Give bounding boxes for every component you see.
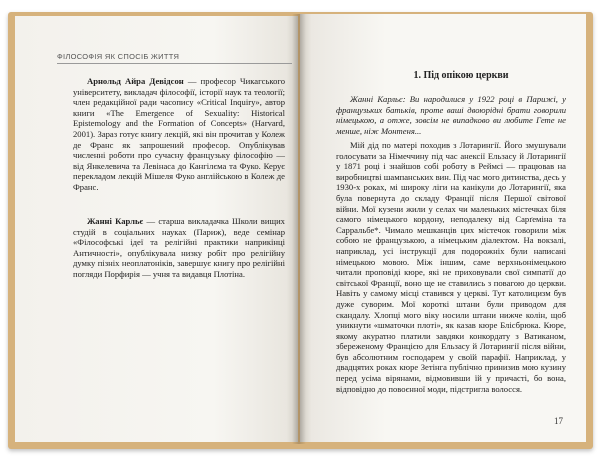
bio-text: — старша викладачка Школи вищих студій в соціальних науках (Париж), веде семінар «Філософські ідеї та релігійні практики наприкінці Античності», опублікувала низку робіт про релігійну думку пізніх неоплатоніків, завершує книгу про релігійні погляди Порфирія — учня та видавця Плотіна. <box>73 216 285 279</box>
page-number: 17 <box>554 416 563 426</box>
running-head: ФІЛОСОФІЯ ЯК СПОСІБ ЖИТТЯ <box>57 52 292 64</box>
book-spine-shadow <box>292 14 306 444</box>
chapter-title: 1. Під опікою церкви <box>413 70 509 81</box>
bio-paragraph-carlier <box>73 216 285 280</box>
right-page <box>300 14 586 442</box>
left-page <box>15 16 298 442</box>
bio-paragraph-davidson <box>73 76 285 193</box>
body-paragraph: Мій дід по матері походив з Лотарингії. Його змушували голосувати за Німеччину під час анексії Ельзасу й Лотарингії у 1871 році і знайшов собі роботу в Реймсі — працював на виробництві шампанських вин. Під час мого дитинства, десь у 1930-х роках, мі широку ліги на канікули до Лотарингії, яка була повернута до складу Франції після Першої світової війни. Мої кузени жили у селах чи маленьких містечках біля самого німецького кордону, неподалеку від Сарґеміна та Сарральбе*. Чимало мешканців цих містечок говорили між собою не французькою, а німецьким діалектом. На вокзалі, наприклад, усі інструкції для подорожніх були написані німецькою мовою. Між іншим, саме верхньонімецькою читали проповіді кюре, які не приховували свої симпатії до світської Франції, воно ще не ставились з повагою до церкви. Навіть у самому місці ставився у церкві. Тут католицизм був дуже суворим. Мої короткі штани були приводом для скандалу. Хлопці мого віку носили штани нижче колін, щоб уникнути «шматочки плоті», як казав кюре Блісбрюка. Кюре, якому акуратно платили завдяки конкордату з Ватиканом, збереженому Францією для Ельзасу й Лотарингії після війни, був абсолютним господарем у своїй парафії. Наприклад, у двадцятих роках кюре Зетінга публічно принизив мою кузину перед усіма вірянами, відмовивши їй у причасті, бо вона, відповідно до повоєнної моди, підстригла волосся. <box>336 140 566 394</box>
bio-text: — професор Чикагського університету, викладач філософії, історії наук та теології; член редакційної ради часопису «Critical Inquiry», автор книги «The Emergence of Sexuality: Historical Epistemology and the Formation of Concepts» (Harvard, 2001). Зараз готує книгу лекцій, які він прочитав у Колеж де Франс як запрошений професор. Опублікував численні роботи про сучасну французьку філософію — від Янкелевича та Левінаса до Кангілєма та Фуко. Керує перекладом лекцій Мішеля Фуко англійською в Колеж де Франс. <box>73 76 286 192</box>
person-name: Арнольд Айра Девідсон <box>87 76 184 86</box>
epigraph: Жанні Карльє: Ви народилися у 1922 році в Парижі, у французьких батьків, проте ваші двоюрідні брати говорили німецькою, а отже, зовсім не випадково ви любите Гете не менше, ніж Монтеня... <box>336 94 566 136</box>
person-name: Жанні Карльє <box>87 216 144 226</box>
